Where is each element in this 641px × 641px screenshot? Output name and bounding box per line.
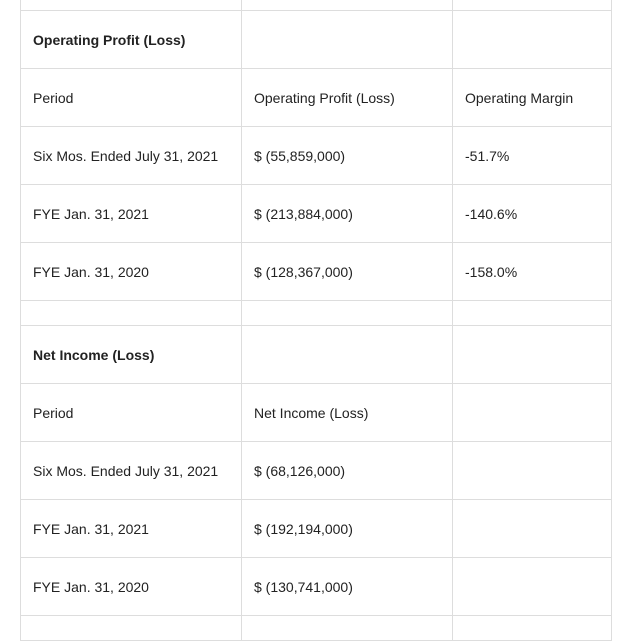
empty-cell xyxy=(453,442,612,500)
empty-cell xyxy=(453,0,612,11)
period-cell: FYE Jan. 31, 2021 xyxy=(21,500,242,558)
table-title-row xyxy=(21,326,612,384)
column-header-operating-profit: Operating Profit (Loss) xyxy=(242,69,453,127)
empty-cell xyxy=(21,301,242,326)
empty-cell xyxy=(453,500,612,558)
table-row xyxy=(21,500,612,558)
column-header-operating-margin: Operating Margin xyxy=(453,69,612,127)
net-income-table xyxy=(20,325,612,641)
column-header-net-income: Net Income (Loss) xyxy=(242,384,453,442)
empty-cell xyxy=(453,11,612,69)
period-cell: FYE Jan. 31, 2021 xyxy=(21,185,242,243)
previous-table-stub xyxy=(20,0,612,11)
table-row xyxy=(21,243,612,301)
empty-cell xyxy=(242,0,453,11)
operating-profit-cell: $ (55,859,000) xyxy=(242,127,453,185)
table-header-row xyxy=(21,69,612,127)
empty-cell xyxy=(242,11,453,69)
net-income-title: Net Income (Loss) xyxy=(21,326,242,384)
empty-cell xyxy=(453,301,612,326)
net-income-cell: $ (68,126,000) xyxy=(242,442,453,500)
operating-profit-title: Operating Profit (Loss) xyxy=(21,11,242,69)
operating-profit-cell: $ (128,367,000) xyxy=(242,243,453,301)
empty-cell xyxy=(242,616,453,641)
spacer-row xyxy=(21,616,612,641)
period-cell: FYE Jan. 31, 2020 xyxy=(21,243,242,301)
operating-margin-cell: -158.0% xyxy=(453,243,612,301)
empty-cell xyxy=(21,616,242,641)
column-header-period: Period xyxy=(21,69,242,127)
period-cell: Six Mos. Ended July 31, 2021 xyxy=(21,442,242,500)
empty-cell xyxy=(453,616,612,641)
table-row xyxy=(21,127,612,185)
period-cell: FYE Jan. 31, 2020 xyxy=(21,558,242,616)
table-row xyxy=(21,442,612,500)
empty-cell xyxy=(453,384,612,442)
column-header-period: Period xyxy=(21,384,242,442)
net-income-cell: $ (130,741,000) xyxy=(242,558,453,616)
table-row xyxy=(21,185,612,243)
spacer-row xyxy=(21,301,612,326)
empty-cell xyxy=(453,558,612,616)
operating-profit-table xyxy=(20,10,612,326)
empty-cell xyxy=(453,326,612,384)
stub-row xyxy=(21,0,612,11)
empty-cell xyxy=(21,0,242,11)
empty-cell xyxy=(242,326,453,384)
net-income-cell: $ (192,194,000) xyxy=(242,500,453,558)
operating-margin-cell: -51.7% xyxy=(453,127,612,185)
operating-margin-cell: -140.6% xyxy=(453,185,612,243)
empty-cell xyxy=(242,301,453,326)
table-row xyxy=(21,558,612,616)
operating-profit-cell: $ (213,884,000) xyxy=(242,185,453,243)
table-title-row xyxy=(21,11,612,69)
table-header-row xyxy=(21,384,612,442)
period-cell: Six Mos. Ended July 31, 2021 xyxy=(21,127,242,185)
